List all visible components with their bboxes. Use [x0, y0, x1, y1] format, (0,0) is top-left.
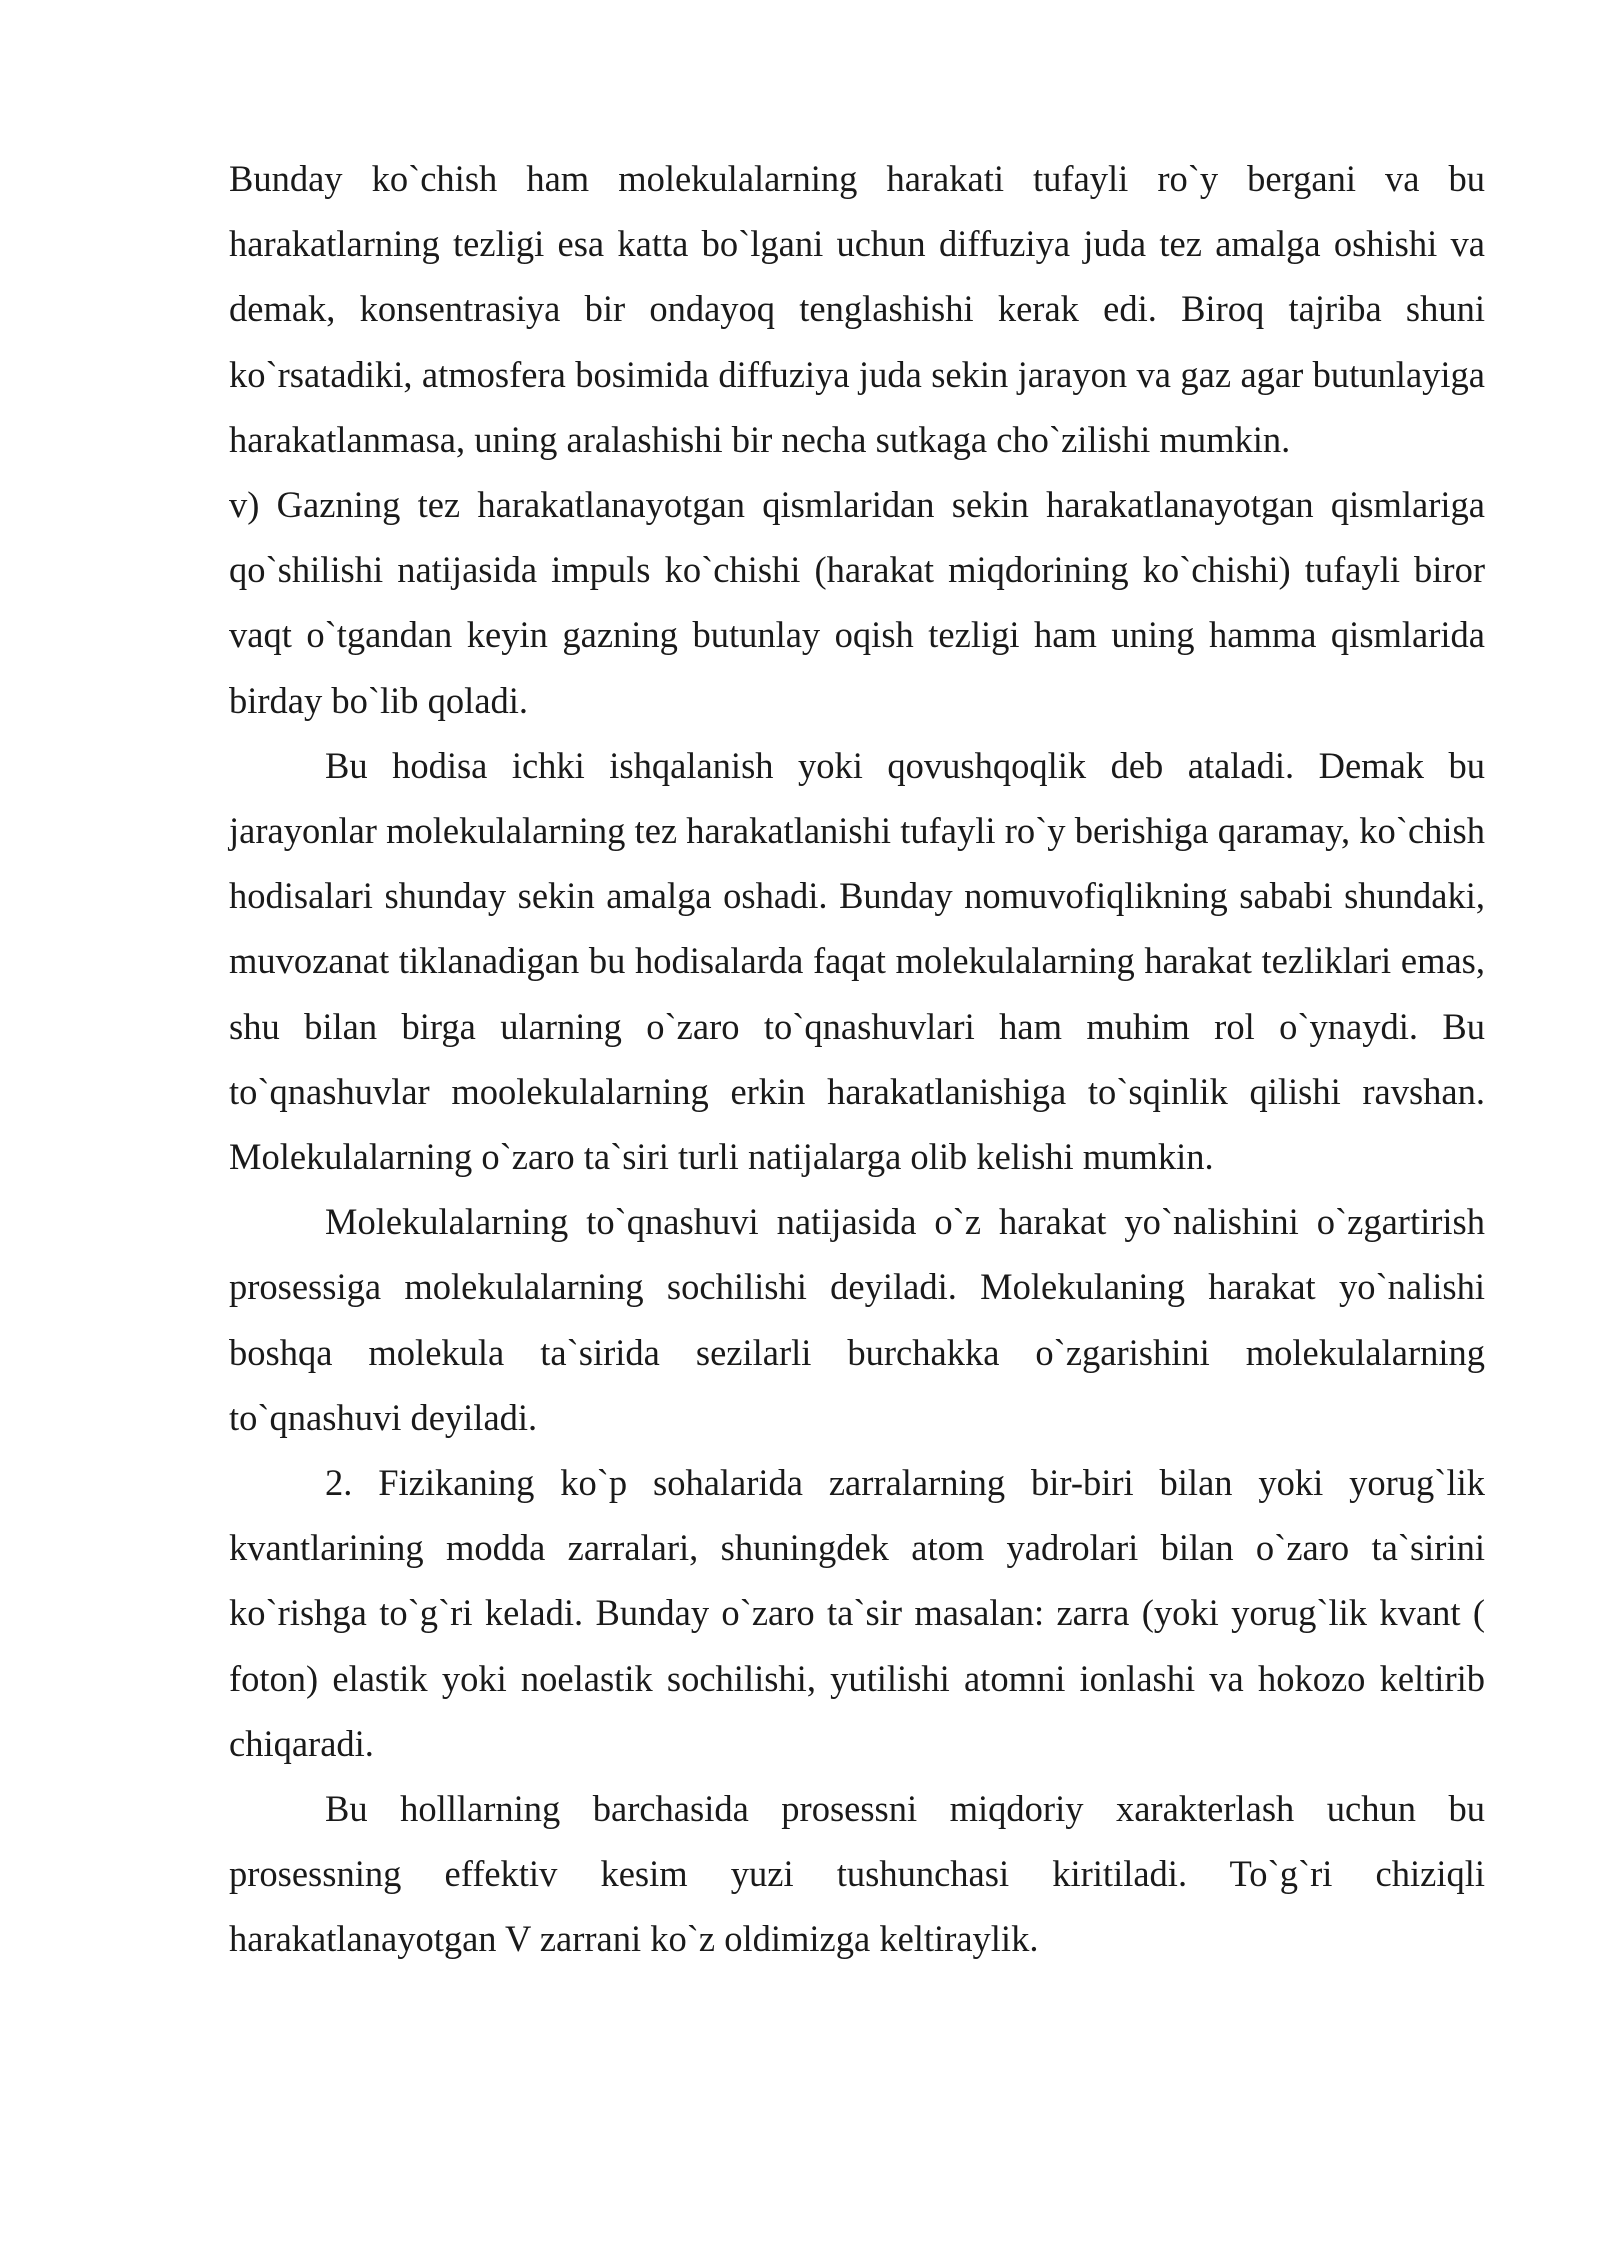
paragraph-effective-cross-section: Bu holllarning barchasida prosessni miqdoriy xarakterlash uchun bu prosessning effektiv kesim yuzi tushunchasi kiritiladi. To`g`ri chiziqli harakatlanayotgan V zarrani ko`z oldimizga keltiraylik. [229, 1788, 1485, 1960]
paragraph-molecular-scattering: Molekulalarning to`qnashuvi natijasida o`z harakat yo`nalishini o`zgartirish prosessiga molekulalarning sochilishi deyiladi. Molekulaning harakat yo`nalishi boshqa molekula ta`sirida sezilarli burchakka o`zgarishini molekulalarning to`qnashuvi deyiladi. [229, 1201, 1485, 1438]
paragraph-internal-friction: Bu hodisa ichki ishqalanish yoki qovushqoqlik deb ataladi. Demak bu jarayonlar molekulalarning tez harakatlanishi tufayli ro`y berishiga qaramay, ko`chish hodisalari shunday sekin amalga oshadi. Bunday nomuvofiqlikning sababi shundaki, muvozanat tiklanadigan bu hodisalarda faqat molekulalarning harakat tezliklari emas, shu bilan birga ularning o`zaro to`qnashuvlari ham muhim rol o`ynaydi. Bu to`qnashuvlar moolekulalarning erkin harakatlanishiga to`sqinlik qilishi ravshan. Molekulalarning o`zaro ta`siri turli natijalarga olib kelishi mumkin. [229, 744, 1485, 1178]
paragraph-particle-interaction: 2. Fizikaning ko`p sohalarida zarralarning bir-biri bilan yoki yorug`lik kvantlarining modda zarralari, shuningdek atom yadrolari bilan o`zaro ta`sirini ko`rishga to`g`ri keladi. Bunday o`zaro ta`sir masalan: zarra (yoki yorug`lik kvant ( foton) elastik yoki noelastik sochilishi, yutilishi atomni ionlashi va hokozo keltirib chiqaradi. [229, 1462, 1485, 1764]
paragraph-diffusion: Bunday ko`chish ham molekulalarning harakati tufayli ro`y bergani va bu harakatlarning tezligi esa katta bo`lgani uchun diffuziya juda tez amalga oshishi va demak, konsentrasiya bir ondayoq tenglashishi kerak edi. Biroq tajriba shuni ko`rsatadiki, atmosfera bosimida diffuziya juda sekin jarayon va gaz agar butunlayiga harakatlanmasa, uning aralashishi bir necha sutkaga cho`zilishi mumkin. [229, 158, 1485, 460]
document-page [229, 146, 1485, 1972]
paragraph-impulse-transfer: v) Gazning tez harakatlanayotgan qismlaridan sekin harakatlanayotgan qismlariga qo`shilishi natijasida impuls ko`chishi (harakat miqdorining ko`chishi) tufayli biror vaqt o`tgandan keyin gazning butunlay oqish tezligi ham uning hamma qismlarida birday bo`lib qoladi. [229, 484, 1485, 721]
